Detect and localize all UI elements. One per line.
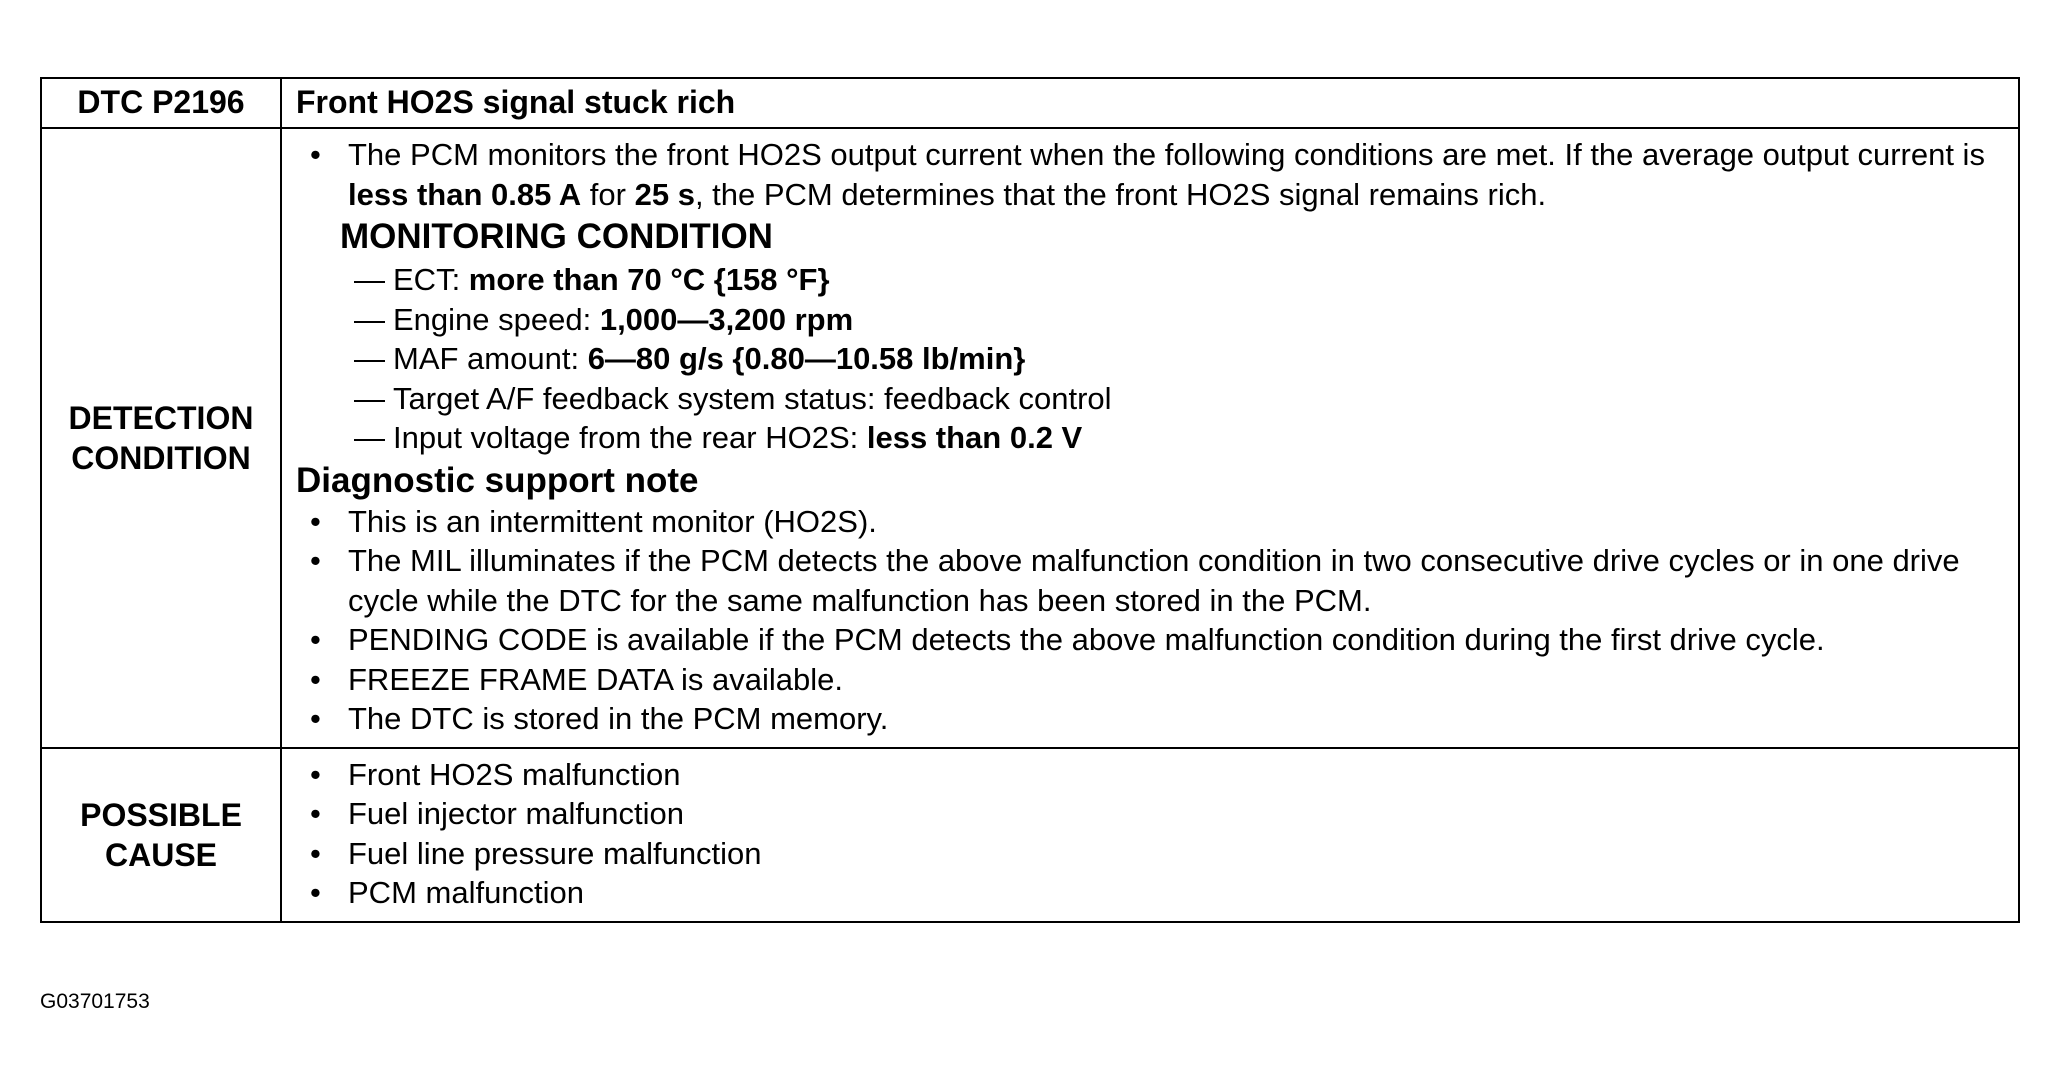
- cause-item: • Fuel injector malfunction: [296, 794, 2004, 834]
- detection-content: [281, 128, 2019, 748]
- condition-label: Target A/F feedback system status: feedback control: [393, 380, 1112, 416]
- condition-item: [354, 260, 2004, 300]
- possible-cause-label-line1: POSSIBLE: [80, 796, 242, 833]
- possible-cause-list: [296, 755, 2004, 913]
- dtc-table: [40, 77, 2020, 923]
- header-row: [41, 78, 2019, 128]
- possible-cause-row: [41, 748, 2019, 922]
- cause-item: • Front HO2S malfunction: [296, 755, 2004, 795]
- dtc-title: Front HO2S signal stuck rich: [281, 78, 2019, 128]
- possible-cause-label: [41, 748, 281, 922]
- cause-item: • PCM malfunction: [296, 873, 2004, 913]
- support-note: • The DTC is stored in the PCM memory.: [296, 699, 2004, 739]
- dash: —: [354, 380, 385, 416]
- dash: —: [354, 301, 385, 337]
- support-notes: [296, 502, 2004, 739]
- condition-label: Engine speed:: [393, 301, 600, 337]
- condition-label: ECT:: [393, 262, 469, 297]
- support-heading: Diagnostic support note: [296, 460, 699, 500]
- condition-label: Input voltage from the rear HO2S:: [393, 420, 867, 455]
- monitoring-heading: MONITORING CONDITION: [340, 217, 773, 256]
- dash: —: [354, 341, 385, 376]
- support-note: • PENDING CODE is available if the PCM detects the above malfunction condition during the first drive cycle.: [296, 620, 2004, 660]
- intro-text-2: for: [581, 176, 635, 212]
- condition-value: more than 70 °C {158 °F}: [468, 262, 830, 297]
- dtc-code: DTC P2196: [41, 78, 281, 128]
- detection-row: [41, 128, 2019, 748]
- intro-threshold-time: 25 s: [634, 176, 695, 212]
- detection-label: [41, 128, 281, 748]
- condition-label: MAF amount:: [393, 341, 588, 376]
- condition-item: [354, 339, 2004, 379]
- dash: —: [354, 262, 385, 297]
- detection-label-line2: CONDITION: [71, 439, 251, 476]
- detection-intro-list: [296, 135, 2004, 214]
- possible-cause-label-line2: CAUSE: [104, 836, 217, 873]
- condition-item: [354, 379, 2004, 419]
- detection-intro: [296, 135, 2004, 214]
- support-note: • The MIL illuminates if the PCM detects the above malfunction condition in two consecutive drive cycles or in one drive cycle while the DTC for the same malfunction has been stored in the PCM.: [296, 541, 2004, 620]
- cause-item: • Fuel line pressure malfunction: [296, 834, 2004, 874]
- condition-value: less than 0.2 V: [866, 420, 1083, 455]
- detection-label-line1: DETECTION: [68, 399, 254, 436]
- condition-value: 6—80 g/s {0.80—10.58 lb/min}: [587, 341, 1026, 376]
- figure-id: G03701753: [40, 990, 150, 1013]
- dash: —: [354, 420, 385, 455]
- condition-item: [354, 300, 2004, 340]
- condition-value: 1,000—3,200 rpm: [599, 301, 854, 337]
- intro-text-3: , the PCM determines that the front HO2S signal remains rich.: [694, 176, 1547, 212]
- support-note: • FREEZE FRAME DATA is available.: [296, 660, 2004, 700]
- monitoring-conditions: [296, 260, 2004, 458]
- possible-cause-content: [281, 748, 2019, 922]
- intro-text-1: The PCM monitors the front HO2S output current when the following conditions are met. If the average output current is: [348, 137, 1985, 172]
- condition-item: [354, 418, 2004, 458]
- intro-threshold-current: less than 0.85 A: [348, 176, 582, 212]
- support-note: • This is an intermittent monitor (HO2S).: [296, 502, 2004, 542]
